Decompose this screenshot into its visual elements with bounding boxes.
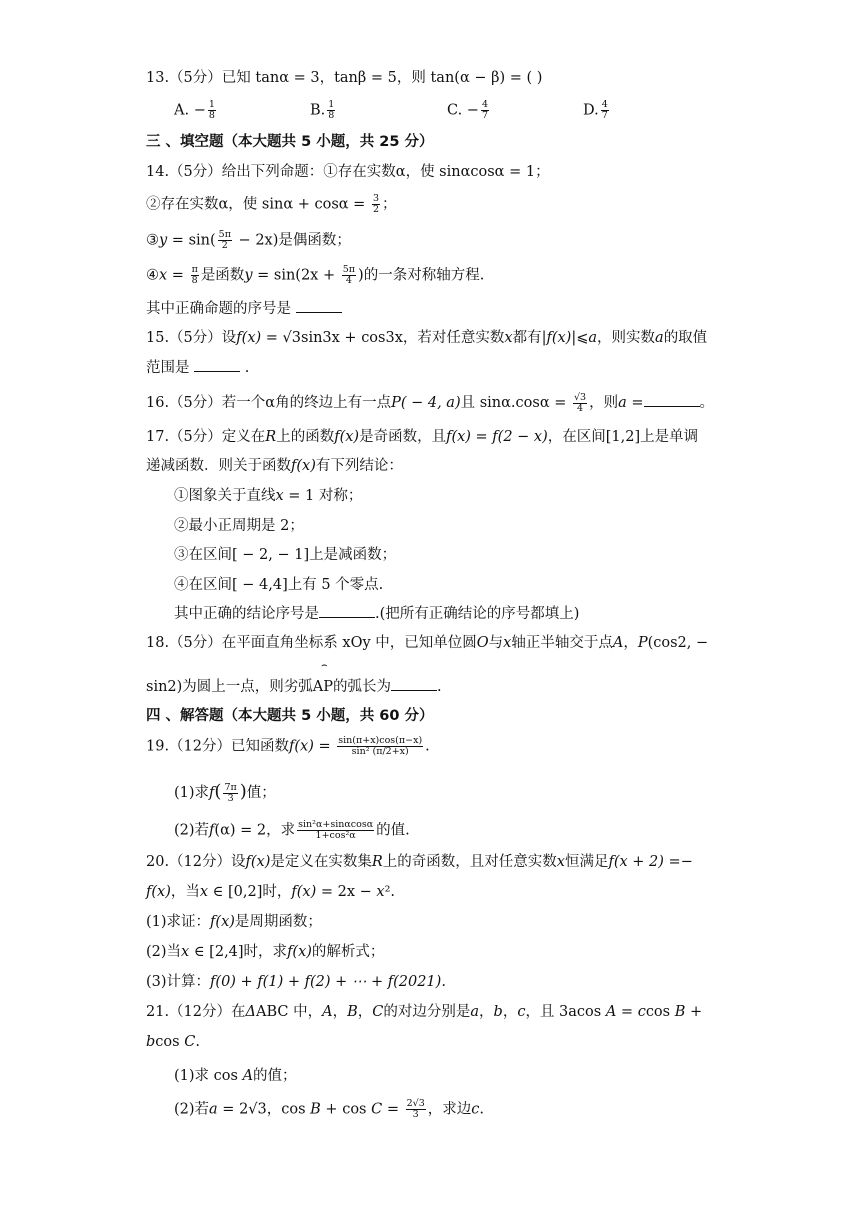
text: ，则 [589,395,619,411]
answer-blank [296,298,342,313]
text: . [240,360,250,376]
text: − 2x)是偶函数； [233,232,351,249]
text: 18.（5分）在平面直角坐标系 xOy 中，已知单位圆 [146,635,477,651]
text: ，cos [266,1101,311,1118]
text: |⩽ [571,330,589,346]
math-var: B [310,1101,321,1118]
math-var: P [637,635,648,651]
text: + [685,1004,703,1020]
text: (α) = 2，求 [214,822,296,839]
math-var: B [347,1004,358,1020]
section-4-heading: 四 、解答题（本大题共 5 小题，共 60 分） [146,708,434,724]
text: 的值； [253,1068,297,1084]
text: 其中正确的结论序号是 [174,606,319,622]
text: ，在区间[1,2]上是单调 [547,429,699,445]
text: 都有| [512,330,547,346]
text: cos [645,1004,675,1020]
text: ，则实数 [597,330,656,346]
frac [573,393,587,414]
math-var: c [517,1004,526,1020]
text: ， [479,1004,494,1020]
answer-blank [391,676,437,691]
q18-line2 [146,676,442,697]
frac-num: 5π [218,229,231,240]
text: ①图象关于直线 [174,488,276,504]
frac-num: 3 [372,193,379,204]
frac-den: 2 [221,240,228,251]
text: 与 [488,635,504,651]
q13-b-frac [327,100,335,121]
text: 的解析式； [311,944,385,960]
text: 15.（5分）设 [146,330,237,346]
frac-den: 1+cos²α [315,830,356,841]
math-var: x [181,944,190,960]
q20-part-2 [146,942,384,962]
text: . [425,738,430,755]
q13-option-d [583,100,611,121]
math-var: y [244,267,253,284]
text: ②存在实数α，使 sinα + cosα = [146,196,370,213]
math-var: f(0) + f(1) + f(2) + ⋯ + f(2021). [210,974,446,990]
math-var: c [637,1004,646,1020]
q13-stem [146,68,542,88]
text: 其中正确命题的序号是 [146,301,296,317]
text: . [479,1101,484,1118]
q17-line1 [146,427,698,447]
text: = [616,1004,638,1020]
text: (1)求 [174,785,210,801]
text: 是周期函数； [234,914,322,930]
text: 且 sinα.cosα = [460,395,571,411]
q21-line1 [146,1002,702,1022]
math-var: C [372,1004,384,1020]
text: ，求边 [427,1101,472,1118]
frac-den: 8 [191,275,198,286]
text: + cos [320,1101,372,1118]
math-var: B [674,1004,686,1020]
frac-den: 7 [481,110,488,121]
math-var: x [556,854,565,870]
text: 19.（12分）已知函数 [146,738,290,755]
q17-conclusion-1 [174,486,362,506]
frac-den: 4 [577,402,584,414]
text: = 2x − [316,884,377,900]
math-var: A [322,1004,333,1020]
q13-d-label: D. [583,102,599,119]
text: 范围是 [146,360,195,376]
text: cos [155,1034,185,1050]
math-var: f(x + 2) =− [608,854,693,870]
section-3-heading: 三 、填空题（本大题共 5 小题，共 25 分） [146,134,434,150]
frac-num: 7π [224,781,237,793]
q14-line4 [146,265,484,286]
math-var: f(x) [210,914,235,930]
q17-conclusion-2: ②最小正周期是 2； [174,518,304,534]
arc-mark: ⌢ [321,660,328,671]
text: 17.（5分）定义在 [146,429,266,445]
q20-part-3 [146,972,446,992]
math-var: b [493,1004,503,1020]
text: 21.（12分）在 [146,1004,246,1020]
math-var: x [159,267,168,284]
math-var: A [605,1004,617,1020]
frac-den: 2 [372,204,379,215]
text: 的取值 [663,330,708,346]
math-var: x [199,884,209,900]
frac-den: 3 [227,792,234,804]
math-var: b [146,1034,156,1050]
q13-c-label: C. − [447,102,479,119]
q13-a-label: A. − [174,102,206,119]
text: ，当 [170,884,200,900]
q21-part-2 [174,1099,484,1120]
q15-line1 [146,328,707,348]
frac [223,783,237,804]
text: 轴正半轴交于点 [511,635,613,651]
text: ④ [146,267,159,284]
math-var: f(x) [245,854,271,870]
q20-part-1 [146,912,322,932]
text: 递减函数．则关于函数 [146,458,291,474]
math-var: x [503,635,512,651]
q14-line5 [146,298,342,319]
math-var: R [371,854,383,870]
text: ∈ [0,2]时， [208,884,292,900]
text: ， [502,1004,518,1020]
math-var: a [588,330,598,346]
sqrt: √3 [282,330,301,346]
text: = [261,330,283,346]
q14-line2 [146,194,396,215]
text: sin3x + cos3x，若对任意实数 [301,330,505,346]
text: 是函数 [200,267,245,284]
text: = [167,267,189,284]
q17-conclusion-4: ④在区间[ − 4,4]上有 5 个零点. [174,577,384,593]
text: ； [381,196,397,213]
text: . [195,1034,200,1050]
text: ². [384,884,395,900]
q19-line1 [146,736,430,757]
math-var: a [655,330,664,346]
math-var: f(x) = f(2 − x) [446,429,548,445]
text: (3)计算： [146,974,211,990]
math-var: a [470,1004,480,1020]
frac-num: 1 [208,99,215,110]
text: (2)当 [146,944,182,960]
frac-den: sin² (π/2+x) [351,746,409,757]
frac-den: 8 [208,110,215,121]
q13-option-c [447,100,491,121]
math-var: A [242,1068,254,1084]
text: . [437,679,442,695]
math-var: f(x) [334,429,360,445]
q14-line1: 14.（5分）给出下列命题：①存在实数α，使 sinαcosα = 1； [146,164,550,180]
text: 值； [246,785,276,801]
frac-num: π [191,264,198,275]
math-var: f [209,822,215,839]
text: 是定义在实数集 [270,854,372,870]
answer-blank [644,392,700,407]
paren: ( [214,781,222,802]
math-var: f(x) [236,330,262,346]
answer-blank [194,357,240,372]
math-var: f(x) [291,458,316,474]
text: = sin(2x + [252,267,340,284]
text: sin2)为圆上一点，则劣弧AP的弧长为 [146,679,392,695]
paren: ) [239,781,247,802]
text: = 1 对称； [283,488,363,504]
frac-num: sin(π+x)cos(π−x) [338,735,423,746]
text: ABC 中， [256,1004,323,1020]
q13-stem-text: 13.（5分）已知 tanα = 3，tanβ = 5，则 tan(α − β) = ( ) [146,70,543,86]
frac [372,194,380,215]
frac-den: 7 [601,110,608,121]
q13-option-a [174,100,218,121]
text: ， [357,1004,373,1020]
text: = [382,1101,404,1118]
math-var: C [371,1101,383,1118]
math-var: P( − 4, a) [391,395,461,411]
text: 。 [699,395,715,411]
math-var: a [209,1101,218,1118]
text: ③ [146,232,159,249]
frac-num: 4 [481,99,488,110]
q16-line [146,392,714,414]
q13-a-frac [208,100,216,121]
frac-num: 2√3 [406,1098,425,1109]
frac-num: 1 [328,99,335,110]
sqrt: √3 [248,1101,267,1118]
math-var: y [159,232,168,249]
text: 上的函数 [276,429,335,445]
frac-num: 4 [601,99,608,110]
frac-num: sin²α+sinαcosα [298,819,374,830]
text: (1)求证： [146,914,211,930]
text: (cos2, − [647,635,709,651]
math-var: C [184,1034,196,1050]
frac [406,1099,426,1120]
text: ， [332,1004,348,1020]
q13-c-frac [481,100,489,121]
frac-num: √3 [574,391,587,403]
q19-part-1 [174,782,276,804]
text: ， [623,635,638,651]
text: (1)求 cos [174,1068,243,1084]
q21-part-1 [174,1066,297,1086]
math-var: f(x) [287,944,312,960]
text: 有下列结论： [315,458,403,474]
q13-d-frac [601,100,609,121]
math-var: f(x) [146,884,171,900]
q21-line2 [146,1032,200,1052]
math-var: c [471,1101,480,1118]
frac-den: 3 [412,1109,419,1120]
text: (2)若 [174,822,210,839]
q14-line3 [146,230,351,251]
text: 上的奇函数，且对任意实数 [382,854,557,870]
text: 恒满足 [564,854,609,870]
math-var: O [476,635,489,651]
text: ，且 3acos [525,1004,606,1020]
math-var: x [275,488,284,504]
frac-num: 5π [342,264,356,275]
q13-option-b [310,100,337,121]
math-var: R [265,429,277,445]
q15-line2 [146,357,249,378]
q17-line2 [146,456,403,476]
math-var: x [504,330,513,346]
frac [297,820,374,841]
text: 是奇函数，且 [359,429,447,445]
math-var: x [376,884,385,900]
answer-blank [319,603,375,618]
text: = sin( [167,232,216,249]
text: = [626,395,644,411]
frac-den: 8 [328,110,335,121]
text: = 2 [217,1101,249,1118]
frac [342,265,356,286]
q18-line1 [146,633,708,653]
text: ∈ [2,4]时，求 [189,944,288,960]
q19-part-2 [174,820,410,841]
q20-line1 [146,852,693,872]
frac-den: 4 [345,275,352,286]
math-var: f(x) [291,884,317,900]
text: 的对边分别是 [383,1004,471,1020]
frac [337,736,423,757]
q17-conclusion-3: ③在区间[ − 2, − 1]上是减函数； [174,547,397,563]
math-var: a [618,395,627,411]
frac [191,265,199,286]
text: 的值. [376,822,410,839]
text: (2)若 [174,1101,210,1118]
math-var: A [612,635,624,651]
text: = [313,738,336,755]
q13-b-label: B. [310,102,326,119]
math-var: f(x) [546,330,572,346]
math-var: Δ [245,1004,256,1020]
text: 16.（5分）若一个α角的终边上有一点 [146,395,392,411]
text: )的一条对称轴方程. [358,267,485,284]
q17-conclusion-5 [174,603,579,624]
text: 20.（12分）设 [146,854,246,870]
text: .(把所有正确结论的序号都填上) [375,606,580,622]
q20-line2 [146,882,395,902]
frac [218,230,232,251]
math-var: f(x) [289,738,314,755]
math-var: f [209,785,215,801]
